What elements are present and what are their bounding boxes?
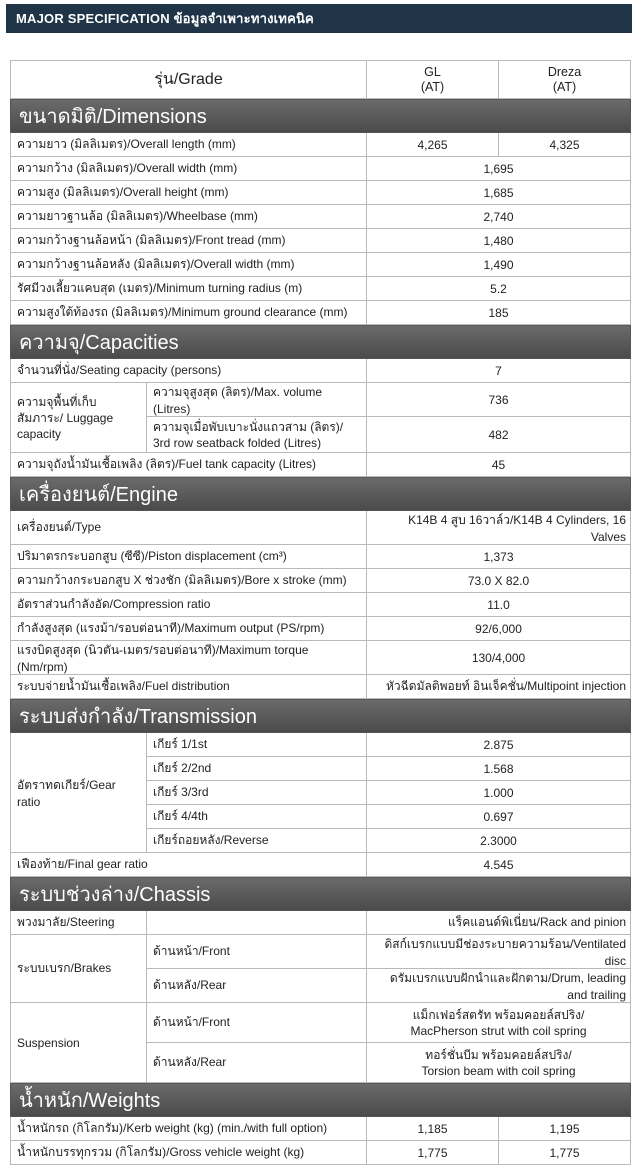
section-engine — [11, 477, 631, 511]
row-value: แร็คแอนด์พิเนี่ยน/Rack and pinion — [367, 911, 631, 935]
row-sublabel-empty — [147, 911, 367, 935]
table-row — [11, 359, 631, 383]
row-value: 1,373 — [367, 545, 631, 569]
grade-dreza — [499, 61, 631, 99]
grade-gl-trans: (AT) — [420, 79, 445, 94]
table-row — [11, 277, 631, 301]
table-row — [11, 545, 631, 569]
table-row — [11, 1141, 631, 1165]
table-row — [11, 181, 631, 205]
row-group-label: ความจุพื้นที่เก็บสัมภาระ/ Luggage capacity — [11, 383, 147, 453]
row-label: ความจุถังน้ำมันเชื้อเพลิง (ลิตร)/Fuel tank capacity (Litres) — [11, 453, 367, 477]
section-capacities — [11, 325, 631, 359]
table-row — [11, 301, 631, 325]
table-row — [11, 675, 631, 699]
row-value: 1.000 — [367, 781, 631, 805]
section-chassis — [11, 877, 631, 911]
row-label: ความสูง (มิลลิเมตร)/Overall height (mm) — [11, 181, 367, 205]
row-sublabel: เกียร์ถอยหลัง/Reverse — [147, 829, 367, 853]
row-label: อัตราส่วนกำลังอัด/Compression ratio — [11, 593, 367, 617]
section-title: ระบบช่วงล่าง/Chassis — [11, 877, 631, 911]
row-label: ความกว้างฐานล้อหลัง (มิลลิเมตร)/Overall width (mm) — [11, 253, 367, 277]
row-label: น้ำหนักบรรทุกรวม (กิโลกรัม)/Gross vehicle weight (kg) — [11, 1141, 367, 1165]
row-group-label: ระบบเบรก/Brakes — [11, 935, 147, 1003]
table-row — [11, 383, 631, 417]
row-label: ความสูงใต้ท้องรถ (มิลลิเมตร)/Minimum ground clearance (mm) — [11, 301, 367, 325]
row-value: 1,490 — [367, 253, 631, 277]
header-title: MAJOR SPECIFICATION ข้อมูลจำเพาะทางเทคนิค — [6, 4, 632, 33]
row-group-label: อัตราทดเกียร์/Gear ratio — [11, 733, 147, 853]
row-sublabel: ความจุสูงสุด (ลิตร)/Max. volume (Litres) — [147, 383, 367, 417]
table-row — [11, 229, 631, 253]
row-label: ความยาว (มิลลิเมตร)/Overall length (mm) — [11, 133, 367, 157]
table-row — [11, 1003, 631, 1043]
row-sublabel: ความจุเมื่อพับเบาะนั่งแถวสาม (ลิตร)/ 3rd row seatback folded (Litres) — [147, 417, 367, 453]
row-value: หัวฉีดมัลติพอยท์ อินเจ็คชั่น/Multipoint injection — [367, 675, 631, 699]
value-line: แม็กเฟอร์สตรัท พร้อมคอยล์สปริง/ — [412, 1007, 585, 1022]
section-title: ความจุ/Capacities — [11, 325, 631, 359]
section-title: น้ำหนัก/Weights — [11, 1083, 631, 1117]
row-label: ความกว้างฐานล้อหน้า (มิลลิเมตร)/Front tread (mm) — [11, 229, 367, 253]
row-label: ระบบจ่ายน้ำมันเชื้อเพลิง/Fuel distribution — [11, 675, 367, 699]
grade-gl-name: GL — [424, 64, 441, 79]
row-value: 2.3000 — [367, 829, 631, 853]
row-value: 482 — [367, 417, 631, 453]
row-sublabel: เกียร์ 1/1st — [147, 733, 367, 757]
grade-label: รุ่น/Grade — [11, 61, 367, 99]
row-sublabel: ด้านหน้า/Front — [147, 935, 367, 969]
row-value: 736 — [367, 383, 631, 417]
row-value: 1,685 — [367, 181, 631, 205]
row-value: 73.0 X 82.0 — [367, 569, 631, 593]
row-value: 1.568 — [367, 757, 631, 781]
table-row — [11, 617, 631, 641]
row-sublabel: เกียร์ 2/2nd — [147, 757, 367, 781]
table-row — [11, 569, 631, 593]
row-value: 185 — [367, 301, 631, 325]
spec-table — [10, 60, 631, 1165]
table-row — [11, 157, 631, 181]
grade-gl — [367, 61, 499, 99]
section-dimensions — [11, 99, 631, 133]
section-weights — [11, 1083, 631, 1117]
row-sublabel: เกียร์ 3/3rd — [147, 781, 367, 805]
row-label: กำลังสูงสุด (แรงม้า/รอบต่อนาที)/Maximum output (PS/rpm) — [11, 617, 367, 641]
row-label: ความกว้าง (มิลลิเมตร)/Overall width (mm) — [11, 157, 367, 181]
row-value-dreza: 1,775 — [499, 1141, 631, 1165]
row-label: เครื่องยนต์/Type — [11, 511, 367, 545]
table-row — [11, 133, 631, 157]
grade-dreza-name: Dreza — [547, 64, 582, 79]
row-label: เฟืองท้าย/Final gear ratio — [11, 853, 367, 877]
table-row — [11, 205, 631, 229]
row-sublabel: ด้านหน้า/Front — [147, 1003, 367, 1043]
row-value-dreza: 1,195 — [499, 1117, 631, 1141]
row-value-gl: 4,265 — [367, 133, 499, 157]
row-group-label: Suspension — [11, 1003, 147, 1083]
row-sublabel: ด้านหลัง/Rear — [147, 1043, 367, 1083]
row-label: ความกว้างกระบอกสูบ X ช่วงชัก (มิลลิเมตร)/Bore x stroke (mm) — [11, 569, 367, 593]
value-line: Torsion beam with coil spring — [421, 1063, 576, 1078]
row-value: 0.697 — [367, 805, 631, 829]
spec-sheet — [10, 60, 630, 1165]
row-value-gl: 1,185 — [367, 1117, 499, 1141]
table-row — [11, 1117, 631, 1141]
row-value: 11.0 — [367, 593, 631, 617]
row-value — [367, 1043, 631, 1083]
row-label: พวงมาลัย/Steering — [11, 911, 147, 935]
row-value: 4.545 — [367, 853, 631, 877]
table-row — [11, 935, 631, 969]
row-label: แรงบิดสูงสุด (นิวตัน-เมตร/รอบต่อนาที)/Maximum torque (Nm/rpm) — [11, 641, 367, 675]
row-value — [367, 1003, 631, 1043]
row-value: 45 — [367, 453, 631, 477]
table-row — [11, 593, 631, 617]
row-value: ดรัมเบรกแบบฝักนำและฝักตาม/Drum, leading and trailing — [367, 969, 631, 1003]
row-label: น้ำหนักรถ (กิโลกรัม)/Kerb weight (kg) (min./with full option) — [11, 1117, 367, 1141]
section-title: เครื่องยนต์/Engine — [11, 477, 631, 511]
section-title: ขนาดมิติ/Dimensions — [11, 99, 631, 133]
row-sublabel: เกียร์ 4/4th — [147, 805, 367, 829]
grade-dreza-trans: (AT) — [552, 79, 577, 94]
row-value: 5.2 — [367, 277, 631, 301]
row-label: จำนวนที่นั่ง/Seating capacity (persons) — [11, 359, 367, 383]
row-label: ความยาวฐานล้อ (มิลลิเมตร)/Wheelbase (mm) — [11, 205, 367, 229]
table-row — [11, 511, 631, 545]
row-value: 1,695 — [367, 157, 631, 181]
row-value-gl: 1,775 — [367, 1141, 499, 1165]
row-value: 1,480 — [367, 229, 631, 253]
row-value: 2,740 — [367, 205, 631, 229]
row-value: 130/4,000 — [367, 641, 631, 675]
row-value: 7 — [367, 359, 631, 383]
row-value: K14B 4 สูบ 16วาล์ว/K14B 4 Cylinders, 16 Valves — [367, 511, 631, 545]
table-row — [11, 453, 631, 477]
grade-row — [11, 61, 631, 99]
section-transmission — [11, 699, 631, 733]
row-label: รัศมีวงเลี้ยวแคบสุด (เมตร)/Minimum turning radius (m) — [11, 277, 367, 301]
table-row — [11, 253, 631, 277]
row-label: ปริมาตรกระบอกสูบ (ซีซี)/Piston displacement (cm³) — [11, 545, 367, 569]
table-row — [11, 641, 631, 675]
section-title: ระบบส่งกำลัง/Transmission — [11, 699, 631, 733]
row-value: ดิสก์เบรกแบบมีช่องระบายความร้อน/Ventilated disc — [367, 935, 631, 969]
row-value: 92/6,000 — [367, 617, 631, 641]
table-row — [11, 733, 631, 757]
value-line: ทอร์ชั่นบีม พร้อมคอยล์สปริง/ — [425, 1047, 572, 1062]
row-value-dreza: 4,325 — [499, 133, 631, 157]
value-line: MacPherson strut with coil spring — [410, 1023, 587, 1038]
table-row — [11, 853, 631, 877]
row-sublabel: ด้านหลัง/Rear — [147, 969, 367, 1003]
row-value: 2.875 — [367, 733, 631, 757]
table-row — [11, 911, 631, 935]
